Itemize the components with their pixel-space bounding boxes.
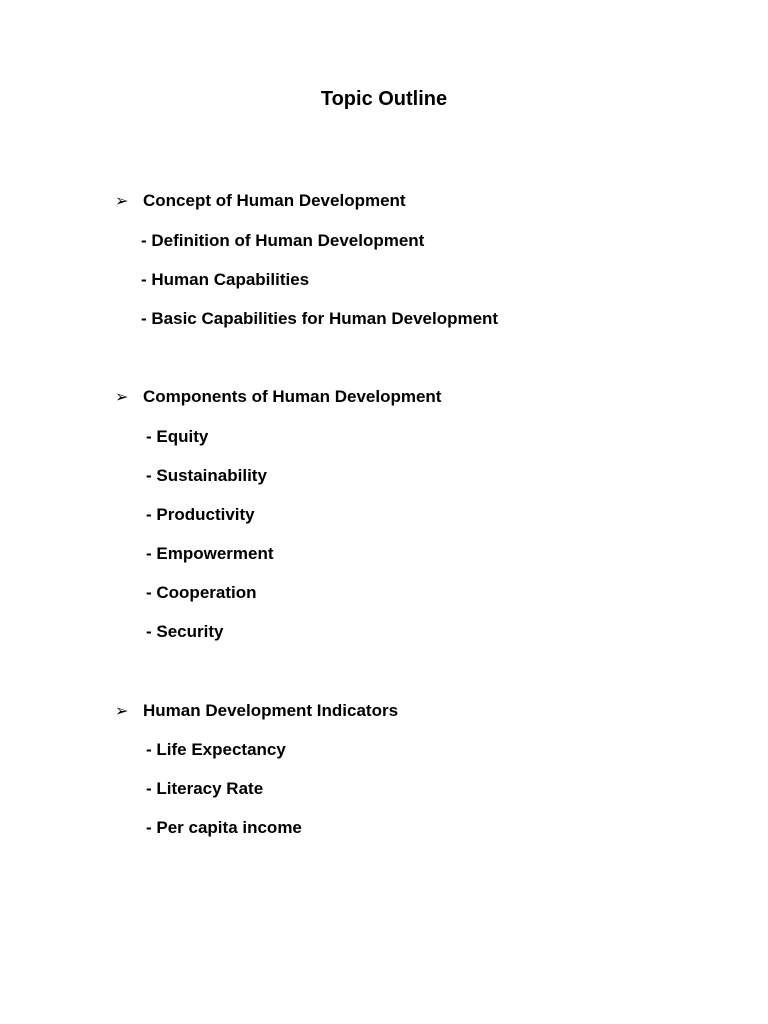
list-item: - Life Expectancy bbox=[146, 740, 286, 759]
list-item: - Definition of Human Development bbox=[141, 231, 425, 250]
list-item: - Equity bbox=[146, 427, 209, 446]
list-item: - Human Capabilities bbox=[141, 270, 310, 289]
section-heading-label: Human Development Indicators bbox=[143, 701, 399, 720]
list-item: - Literacy Rate bbox=[146, 779, 264, 798]
section-heading-label: Concept of Human Development bbox=[143, 191, 406, 210]
arrow-bullet-icon: ➢ bbox=[115, 703, 129, 720]
section-heading-components bbox=[115, 387, 441, 408]
section-heading-concept bbox=[115, 191, 406, 212]
list-item: - Per capita income bbox=[146, 818, 302, 837]
list-item: - Basic Capabilities for Human Development bbox=[141, 309, 499, 328]
arrow-bullet-icon: ➢ bbox=[115, 193, 129, 210]
page-title: Topic Outline bbox=[320, 88, 448, 110]
list-item: - Productivity bbox=[146, 505, 255, 524]
list-item: - Sustainability bbox=[146, 466, 267, 485]
section-heading-indicators bbox=[115, 701, 398, 722]
list-item: - Security bbox=[146, 622, 224, 641]
list-item: - Empowerment bbox=[146, 544, 274, 563]
arrow-bullet-icon: ➢ bbox=[115, 389, 129, 406]
list-item: - Cooperation bbox=[146, 583, 257, 602]
section-heading-label: Components of Human Development bbox=[143, 387, 442, 406]
